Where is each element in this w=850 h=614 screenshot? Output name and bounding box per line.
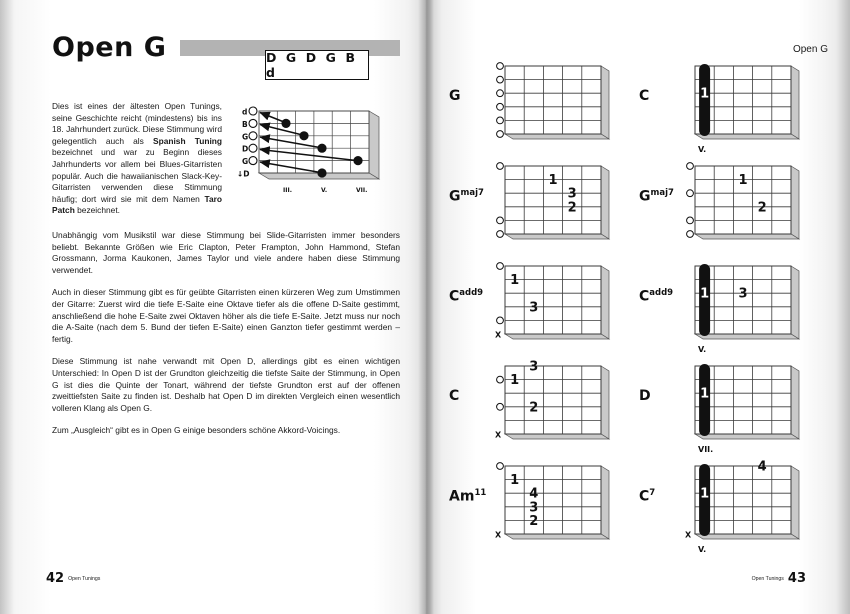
string-label-g4: G (242, 132, 249, 142)
chord-name-superscript: 7 (649, 488, 656, 498)
open-string-marker (497, 117, 504, 124)
chord-cell-c7 (635, 458, 825, 558)
chord-name: Am$^{11}$ (449, 488, 487, 505)
chord-diagram-svg (491, 260, 619, 352)
finger-number: 1 (548, 173, 558, 189)
finger-number: 1 (700, 286, 710, 302)
chord-diagram-svg (491, 360, 619, 452)
string-label-d3: D (242, 144, 249, 154)
chord-diagram (491, 360, 619, 457)
chord-cell-g (445, 58, 635, 158)
finger-number: 3 (529, 300, 539, 316)
fret-marker-7: VII. (356, 187, 368, 194)
right-page (425, 0, 850, 614)
finger-number: 2 (529, 400, 539, 416)
open-string-marker (497, 317, 504, 324)
chord-cell-cadd9 (445, 258, 635, 358)
finger-number: 2 (529, 513, 539, 529)
intro-bold-taro-patch: Taro Patch (52, 193, 222, 216)
open-string-marker (497, 90, 504, 97)
open-string-marker (497, 231, 504, 238)
paragraph-3: Auch in dieser Stimmung gibt es für geübte Gitarristen einen kürzeren Weg zum Umstimmen der Gitarre: Zuerst wird die tiefe E-Saite eine Oktave tiefer als die offene D-Saite gestimmt, anschließend die hohe E-Saite zwei Oktaven höher als die tiefe E-Saite. Jetzt muss nur noch die A-Saite (nach dem 5. Bund der tiefen E-Saite) einen Ganzton tiefer gestimmt werden – fertig. (52, 287, 400, 344)
chord-row (445, 58, 835, 158)
chord-name: $C^{add9}$ (639, 288, 674, 305)
chord-diagram-svg (681, 360, 809, 452)
muted-string-marker: X (495, 530, 502, 540)
chord-name-superscript: add9 (649, 288, 674, 298)
fret-dot (299, 131, 308, 140)
finger-number: 3 (529, 360, 539, 375)
finger-number: 3 (529, 500, 539, 516)
chord-diagram (681, 260, 809, 357)
chord-name-superscript: maj7 (650, 188, 674, 198)
string-label-d6: d (242, 107, 248, 117)
open-string-marker (687, 231, 694, 238)
finger-number: 1 (700, 86, 710, 102)
open-string-marker (497, 63, 504, 70)
finger-number: 1 (510, 473, 520, 489)
chord-diagram-svg (681, 60, 809, 152)
intro-text-3: bezeichnet. (74, 205, 120, 216)
finger-number: 2 (567, 200, 577, 216)
chord-diagram-svg (681, 460, 809, 552)
chord-row (445, 458, 835, 558)
intro-text-2: bezeichnet und war zu Beginn dieses Jahrhunderts vor allem bei Blues-Gitarristen populär. Auch die hawaiianischen Slack-Key-Gitarristen verwenden diese Stimmung häufig; dort wird sie mit dem Namen (52, 147, 222, 204)
chord-diagram (491, 260, 619, 357)
open-string-marker (497, 103, 504, 110)
muted-string-marker: X (495, 330, 502, 340)
chord-diagram (681, 360, 809, 457)
finger-number: 4 (529, 486, 539, 502)
chord-name: D (639, 388, 651, 404)
chord-name: C (449, 388, 460, 404)
fret-position-label: V. (698, 545, 707, 552)
finger-number: 1 (510, 273, 520, 289)
finger-number: 3 (567, 186, 577, 202)
tuning-fretboard-diagram (228, 100, 400, 200)
chord-row (445, 358, 835, 458)
open-string-marker (497, 263, 504, 270)
paragraph-4: Diese Stimmung ist nahe verwandt mit Open D, allerdings gibt es einen wichtigen Unterschied: In Open D ist der Grundton gleichzeitig die tiefste Saite der Stimmung, in Open G ist dies die Quinte der Tonart, während der tiefste Grundton erst auf der offenen zweittiefsten Saite zu finden ist. Deshalb hat Open D im direkten Vergleich einen wesentlich volleren Klang als Open G. (52, 356, 400, 413)
chord-cell-gmaj7 (635, 158, 825, 258)
intro-paragraph (52, 101, 222, 217)
intro-bold-spanish-tuning: Spanish Tuning (153, 135, 222, 146)
chord-diagram-svg (491, 160, 619, 252)
chord-name: $G^{maj7}$ (639, 188, 674, 205)
open-string-marker (497, 217, 504, 224)
fret-dot (353, 156, 362, 165)
fret-marker-3: III. (283, 187, 292, 194)
string-label-g2: G (242, 157, 249, 167)
open-string-marker (497, 403, 504, 410)
chord-cell-c (445, 358, 635, 458)
muted-string-marker: X (495, 430, 502, 440)
intro-text-1: Dies ist eines der ältesten Open Tunings, seine Geschichte reicht (mindestens) bis ins 18. Jahrhundert zurück. Diese Stimmung wird gelegentlich auch als (52, 101, 222, 146)
open-string-marker (497, 76, 504, 83)
body-paragraphs (52, 230, 400, 448)
finger-number: 1 (510, 373, 520, 389)
finger-number: 2 (757, 200, 767, 216)
footer-label-right: Open Tunings (751, 575, 784, 582)
chord-row (445, 158, 835, 258)
tuning-notes-box (265, 50, 369, 80)
finger-number: 1 (700, 386, 710, 402)
chord-diagram-svg (491, 60, 619, 152)
open-string-marker (497, 376, 504, 383)
fret-dot (281, 119, 290, 128)
finger-number: 1 (738, 173, 748, 189)
chord-name: $C^{add9}$ (449, 288, 484, 305)
fret-position-label: VII. (698, 445, 714, 452)
chord-name: C (639, 88, 650, 104)
open-string-marker (687, 217, 694, 224)
open-string-marker (687, 190, 694, 197)
finger-number: 3 (738, 286, 748, 302)
string-label-d1: ↓D (237, 169, 250, 179)
chord-diagram (681, 460, 809, 557)
chord-diagram (491, 160, 619, 257)
chord-name-superscript: 11 (474, 488, 487, 498)
chord-cell-am11 (445, 458, 635, 558)
fret-position-label: V. (698, 345, 707, 352)
page-title: Open G (52, 32, 167, 63)
chord-diagram-svg (681, 160, 809, 252)
finger-number: 4 (757, 460, 767, 475)
string-label-b: B (242, 119, 248, 129)
chord-name: $C^7$ (639, 488, 656, 505)
fretboard-svg (228, 100, 400, 200)
tuning-notes: D G D G B d (266, 50, 358, 80)
chord-name-superscript: maj7 (460, 188, 484, 198)
page-number-left: 42 (46, 571, 65, 586)
footer-right (748, 571, 806, 586)
chord-diagram-svg (681, 260, 809, 352)
paragraph-2: Unabhängig vom Musikstil war diese Stimmung bei Slide-Gitarristen immer besonders beliebt. Bekannte Größen wie Eric Clapton, Peter Frampton, John Hammond, Stefan Grossmann, Jorma Kaukonen, James Taylor und viele andere haben diese Stimmung verwendet. (52, 230, 400, 275)
fret-position-label: V. (698, 145, 707, 152)
finger-number: 1 (700, 486, 710, 502)
chord-name: $G^{maj7}$ (449, 188, 484, 205)
chord-cell-gmaj7 (445, 158, 635, 258)
muted-string-marker: X (685, 530, 692, 540)
open-string-marker (497, 463, 504, 470)
fret-marker-5: V. (321, 187, 328, 194)
chord-row (445, 258, 835, 358)
chord-cell-c (635, 58, 825, 158)
chord-name-superscript: add9 (459, 288, 484, 298)
chord-diagram (681, 60, 809, 157)
open-string-marker (497, 131, 504, 138)
fret-dot (317, 144, 326, 153)
chord-name: G (449, 88, 461, 104)
chord-diagram (491, 60, 619, 157)
chord-cell-cadd9 (635, 258, 825, 358)
chord-diagram-grid (445, 58, 835, 558)
chord-diagram (491, 460, 619, 557)
open-string-marker (687, 163, 694, 170)
open-string-marker (497, 163, 504, 170)
footer-left (46, 571, 104, 586)
chord-diagram (681, 160, 809, 257)
chord-cell-d (635, 358, 825, 458)
paragraph-5: Zum „Ausgleich“ gibt es in Open G einige besonders schöne Akkord-Voicings. (52, 425, 341, 436)
chord-diagram-svg (491, 460, 619, 552)
footer-label-left: Open Tunings (68, 575, 101, 582)
running-head: Open G (792, 44, 828, 55)
page-number-right: 43 (787, 571, 806, 586)
